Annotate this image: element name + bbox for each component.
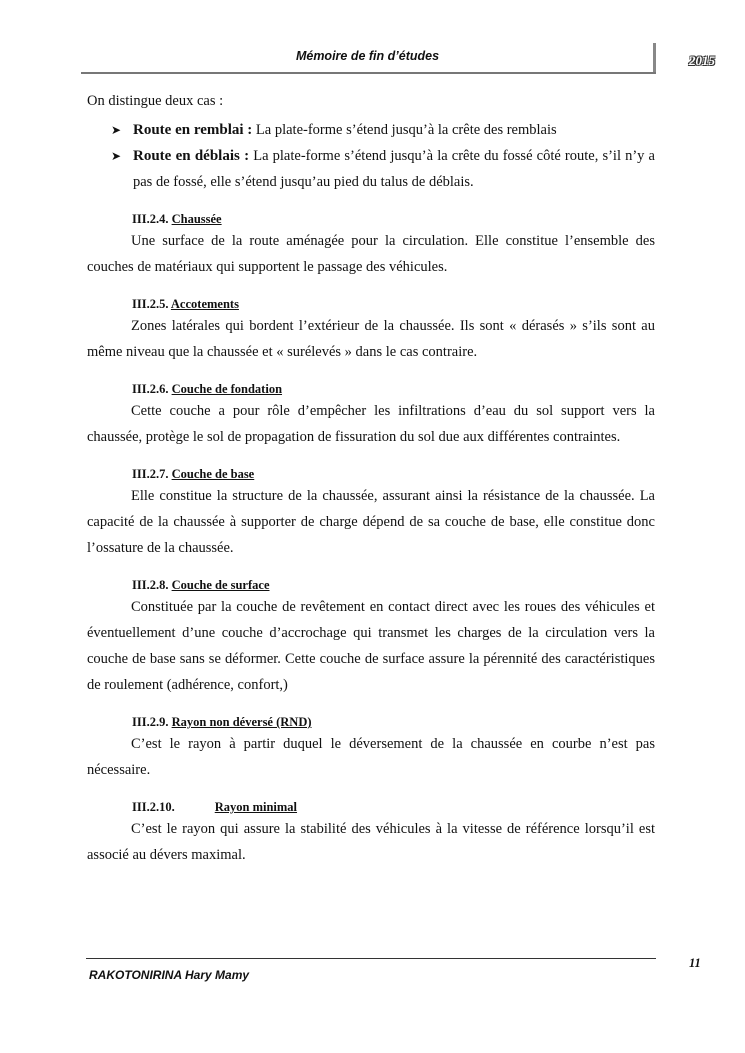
section-title: Couche de base bbox=[171, 467, 255, 481]
section-rayon-non-deverse bbox=[87, 713, 655, 783]
section-couche-fondation bbox=[87, 380, 655, 450]
section-number: III.2.5. bbox=[132, 297, 171, 311]
header-rule bbox=[81, 72, 656, 74]
arrow-bullet-icon: ➤ bbox=[111, 149, 122, 163]
header-divider bbox=[653, 43, 656, 73]
section-heading bbox=[132, 380, 655, 398]
section-number: III.2.4. bbox=[132, 212, 172, 226]
footer-author: RAKOTONIRINA Hary Mamy bbox=[89, 968, 250, 982]
section-text: C’est le rayon à partir duquel le déversement de la chaussée en courbe n’est pas nécessaire. bbox=[87, 736, 655, 778]
section-number: III.2.10. bbox=[132, 800, 175, 814]
arrow-bullet-icon: ➤ bbox=[111, 123, 122, 137]
section-title: Rayon non déversé (RND) bbox=[171, 715, 312, 729]
section-number: III.2.8. bbox=[132, 578, 172, 592]
section-text: C’est le rayon qui assure la stabilité des véhicules à la vitesse de référence lorsqu’il est associé au dévers maximal. bbox=[87, 821, 655, 863]
section-title: Rayon minimal bbox=[214, 800, 298, 814]
list-item bbox=[87, 143, 655, 195]
section-heading bbox=[132, 713, 655, 731]
section-title: Couche de fondation bbox=[171, 382, 283, 396]
section-heading bbox=[132, 295, 655, 313]
section-text: Elle constitue la structure de la chaussée, assurant ainsi la résistance de la chaussée. La capacité de la chaussée à supporter de charge dépend de sa couche de base, elle constitue donc l’ossature de la chaussée. bbox=[87, 488, 655, 556]
page-number: 11 bbox=[689, 956, 701, 970]
running-header-year: 2015 bbox=[689, 53, 715, 68]
list-item-label: Route en remblai : bbox=[133, 122, 253, 138]
page-body bbox=[87, 92, 655, 868]
intro-text: On distingue deux cas : bbox=[87, 93, 224, 109]
section-couche-surface bbox=[87, 576, 655, 698]
section-couche-base bbox=[87, 465, 655, 561]
section-heading bbox=[132, 210, 655, 228]
case-list bbox=[87, 117, 655, 195]
section-number: III.2.9. bbox=[132, 715, 172, 729]
footer-rule bbox=[86, 958, 656, 959]
list-item-label: Route en déblais : bbox=[133, 148, 250, 164]
list-item bbox=[87, 117, 655, 143]
section-title: Chaussée bbox=[171, 212, 222, 226]
section-text: Une surface de la route aménagée pour la circulation. Elle constitue l’ensemble des couches de matériaux qui supportent le passage des véhicules. bbox=[87, 233, 655, 275]
section-title: Accotements bbox=[170, 297, 239, 311]
section-number: III.2.7. bbox=[132, 467, 172, 481]
section-chaussee bbox=[87, 210, 655, 280]
section-accotements bbox=[87, 295, 655, 365]
section-heading bbox=[132, 465, 655, 483]
list-item-text: La plate-forme s’étend jusqu’à la crête des remblais bbox=[252, 122, 557, 138]
section-title: Couche de surface bbox=[171, 578, 270, 592]
list-item-text: La plate-forme s’étend jusqu’à la crête du fossé côté route, s’il n’y a pas de fossé, elle s’étend jusqu’au pied du talus de déblais. bbox=[133, 148, 655, 190]
section-text: Cette couche a pour rôle d’empêcher les infiltrations d’eau du sol support vers la chaussée, protège le sol de propagation de fissuration du sol due aux différentes contraintes. bbox=[87, 403, 655, 445]
section-text: Constituée par la couche de revêtement en contact direct avec les roues des véhicules et éventuellement d’une couche d’accrochage qui transmet les charges de la circulation vers la couche de base sans se déformer. Cette couche de surface assure la pérennité des caractéristiques de roulement (adhérence, confort,) bbox=[87, 599, 655, 693]
section-heading bbox=[132, 798, 655, 816]
section-rayon-minimal bbox=[87, 798, 655, 868]
section-number: III.2.6. bbox=[132, 382, 172, 396]
running-header-title: Mémoire de fin d’études bbox=[295, 49, 440, 63]
section-text: Zones latérales qui bordent l’extérieur de la chaussée. Ils sont « dérasés » s’ils sont au même niveau que la chaussée et « surélevés » dans le cas contraire. bbox=[87, 318, 655, 360]
section-heading bbox=[132, 576, 655, 594]
